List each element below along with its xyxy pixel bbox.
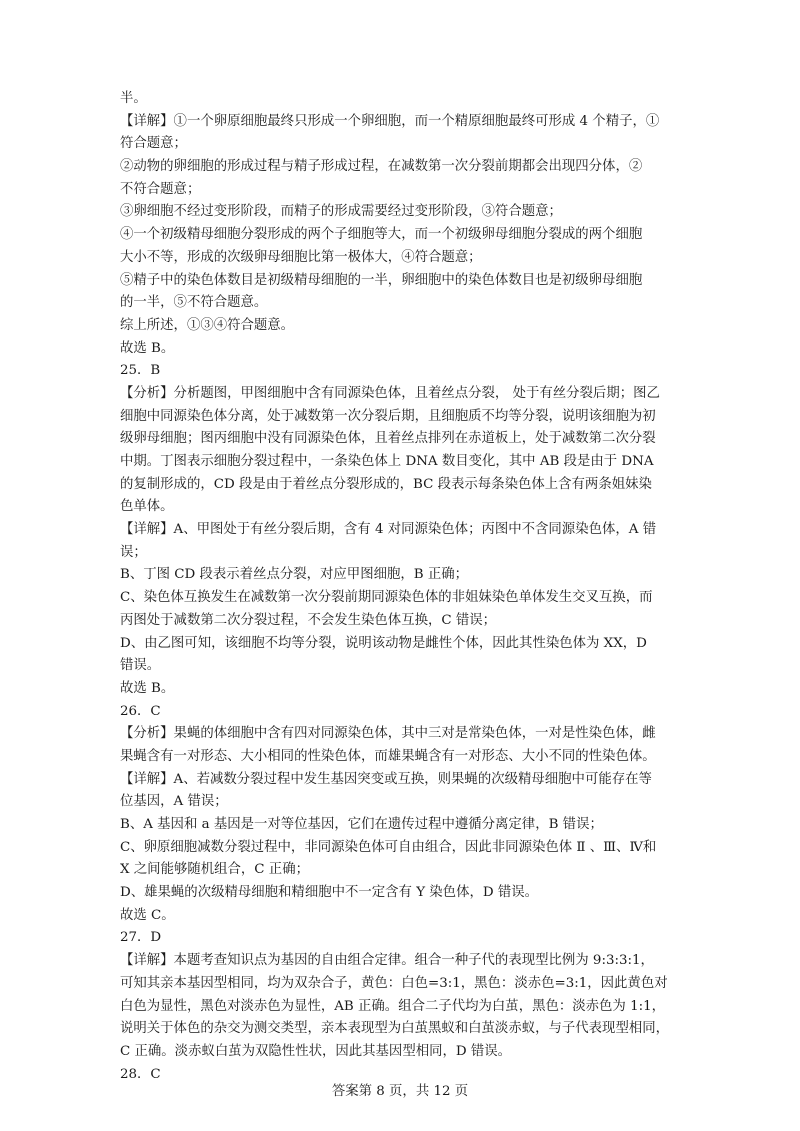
text-line: 故选 B。 [120,680,175,696]
text-line: 果蝇含有一对形态、大小相同的性染色体，而雄果蝇含有一对形态、大小不同的性染色体。 [120,748,656,764]
text-line: 位基因，A 错误； [120,794,228,810]
text-line: 丙图处于减数第二次分裂过程，不会发生染色体互换，C 错误； [120,612,497,628]
text-line: 的复制形成的，CD 段是由于着丝点分裂形成的，BC 段表示每条染色体上含有两条姐妹染 [120,476,652,492]
text-line: 白色为显性，黑色对淡赤色为显性，AB 正确。组合二子代均为白茧，黑色：淡赤色为 1:1， [120,998,666,1014]
question-answer: 27．D [120,930,162,946]
text-line: 误； [120,544,147,560]
text-line: 故选 B。 [120,340,175,356]
text-line: 故选 C。 [120,907,175,923]
text-line: 说明关于体色的杂交为测交类型，亲本表现型为白茧黑蚁和白茧淡赤蚁，与子代表现型相同， [120,1021,670,1037]
text-line: 【分析】分析题图，甲图细胞中含有同源染色体，且着丝点分裂， 处于有丝分裂后期；图乙 [120,385,660,401]
text-line: X 之间能够随机组合，C 正确； [120,862,309,878]
text-line: 【详解】①一个卵原细胞最终只形成一个卵细胞，而一个精原细胞最终可形成 4 个精子，① [120,113,660,129]
text-line: 可知其亲本基因型相同，均为双杂合子，黄色：白色=3:1，黑色：淡赤色=3:1，因此黄色对 [120,975,668,991]
text-line: 中期。丁图表示细胞分裂过程中，一条染色体上 DNA 数目变化，其中 AB 段是由于 DNA [120,454,654,469]
text-line: D、由乙图可知，该细胞不均等分裂，说明该动物是雌性个体，因此其性染色体为 XX，D [120,635,647,651]
question-answer: 28．C [120,1066,161,1082]
text-line: 综上所述，①③④符合题意。 [120,317,295,333]
text-line: 的一半，⑤不符合题意。 [120,295,268,311]
question-answer: 25．B [120,363,161,379]
text-line: 【详解】A、甲图处于有丝分裂后期，含有 4 对同源染色体；丙图中不含同源染色体，A 错 [120,522,657,538]
text-line: C 正确。淡赤蚁白茧为双隐性性状，因此其基因型相同，D 错误。 [120,1043,512,1059]
page-footer: 答案第 8 页，共 12 页 [331,1084,469,1099]
text-line: 半。 [120,91,147,106]
text-line: 细胞中同源染色体分离，处于减数第一次分裂后期，且细胞质不均等分裂，说明该细胞为初 [120,408,656,424]
text-line: D、雄果蝇的次级精母细胞和精细胞中不一定含有 Y 染色体，D 错误。 [120,885,539,901]
text-line: 级卵母细胞；图丙细胞中没有同源染色体，且着丝点排列在赤道板上，处于减数第二次分裂 [120,431,656,447]
text-line: ②动物的卵细胞的形成过程与精子形成过程，在减数第一次分裂前期都会出现四分体，② [120,159,643,175]
text-line: B、丁图 CD 段表示着丝点分裂，对应甲图细胞，B 正确； [120,567,469,583]
text-line: C、染色体互换发生在减数第一次分裂前期同源染色体的非姐妹染色单体发生交叉互换，而 [120,590,653,606]
question-answer: 26．C [120,703,161,719]
text-line: ④一个初级精母细胞分裂形成的两个子细胞等大，而一个初级卵母细胞分裂成的两个细胞 [120,227,643,243]
text-line: 不符合题意； [120,181,201,197]
text-line: C、卵原细胞减数分裂过程中，非同源染色体可自由组合，因此非同源染色体 Ⅱ 、Ⅲ、Ⅳ和 [120,839,657,855]
text-line: 色单体。 [120,499,174,515]
text-line: 大小不等，形成的次级卵母细胞比第一极体大，④符合题意； [120,249,482,265]
text-line: ⑤精子中的染色体数目是初级精母细胞的一半，卵细胞中的染色体数目也是初级卵母细胞 [120,272,643,288]
text-line: 【详解】本题考查知识点为基因的自由组合定律。组合一种子代的表现型比例为 9:3:3:1， [120,953,654,969]
text-line: 【分析】果蝇的体细胞中含有四对同源染色体，其中三对是常染色体，一对是性染色体，雌 [120,726,656,742]
text-line: B、A 基因和 a 基因是一对等位基因，它们在遗传过程中遵循分离定律，B 错误； [120,817,603,832]
text-line: 【详解】A、若减数分裂过程中发生基因突变或互换，则果蝇的次级精母细胞中可能存在等 [120,771,652,787]
text-line: ③卵细胞不经过变形阶段，而精子的形成需要经过变形阶段，③符合题意； [120,204,562,220]
text-line: 符合题意； [120,136,187,152]
answer-text [120,88,700,1086]
text-line: 错误。 [120,658,161,674]
